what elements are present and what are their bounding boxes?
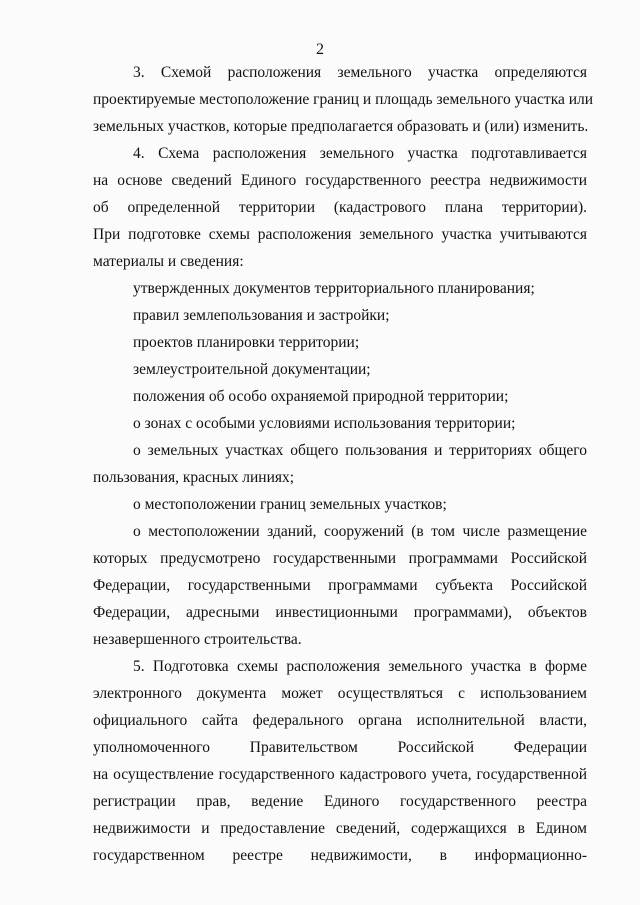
paragraph-5-line-8: государственном реестре недвижимости, в информационно- xyxy=(93,847,587,864)
paragraph-3-line-1: 3. Схемой расположения земельного участка определяются xyxy=(133,64,587,81)
list-item-public-land-line-1: о земельных участках общего пользования и территориях общего xyxy=(133,442,587,459)
paragraph-4-line-3: об определенной территории (кадастрового плана территории). xyxy=(93,199,587,216)
list-item-public-land-line-2: пользования, красных линиях; xyxy=(93,469,295,486)
list-item-buildings-line-5: незавершенного строительства. xyxy=(93,631,302,648)
paragraph-5-line-2: электронного документа может осуществляться с использованием xyxy=(93,685,587,702)
paragraph-4-line-2: на основе сведений Единого государственного реестра недвижимости xyxy=(93,172,587,189)
list-item-buildings-line-3: Федерации, государственными программами субъекта Российской xyxy=(93,577,587,594)
list-item-land-documentation: землеустроительной документации; xyxy=(133,361,371,378)
paragraph-5-line-4: уполномоченного Правительством Российской Федерации xyxy=(93,739,587,756)
paragraph-5-line-3: официального сайта федерального органа исполнительной власти, xyxy=(93,712,587,729)
list-item-planning-projects: проектов планировки территории; xyxy=(133,334,360,351)
list-item-protected-territory: положения об особо охраняемой природной территории; xyxy=(133,388,509,405)
list-item-land-use-rules: правил землепользования и застройки; xyxy=(133,307,390,324)
list-item-buildings-line-1: о местоположении зданий, сооружений (в том числе размещение xyxy=(133,523,587,540)
list-item-territorial-planning: утвержденных документов территориального планирования; xyxy=(133,280,535,297)
paragraph-5-line-6: регистрации прав, ведение Единого государственного реестра xyxy=(93,793,587,810)
paragraph-5-line-1: 5. Подготовка схемы расположения земельного участка в форме xyxy=(133,658,587,675)
paragraph-4-line-4: При подготовке схемы расположения земельного участка учитываются xyxy=(93,226,587,243)
page-number: 2 xyxy=(316,41,324,58)
paragraph-4-line-5: материалы и сведения: xyxy=(93,253,244,270)
paragraph-3-line-2: проектируемые местоположение границ и площадь земельного участка или xyxy=(93,91,594,108)
list-item-buildings-line-2: которых предусмотрено государственными программами Российской xyxy=(93,550,587,567)
list-item-land-boundaries: о местоположении границ земельных участков; xyxy=(133,496,447,513)
list-item-buildings-line-4: Федерации, адресными инвестиционными программами), объектов xyxy=(93,604,587,621)
paragraph-3-line-3: земельных участков, которые предполагается образовать и (или) изменить. xyxy=(93,118,589,135)
paragraph-5-line-7: недвижимости и предоставление сведений, содержащихся в Едином xyxy=(93,820,587,837)
paragraph-5-line-5: на осуществление государственного кадастрового учета, государственной xyxy=(93,766,587,783)
list-item-special-zones: о зонах с особыми условиями использования территории; xyxy=(133,415,516,432)
paragraph-4-line-1: 4. Схема расположения земельного участка подготавливается xyxy=(133,145,587,162)
